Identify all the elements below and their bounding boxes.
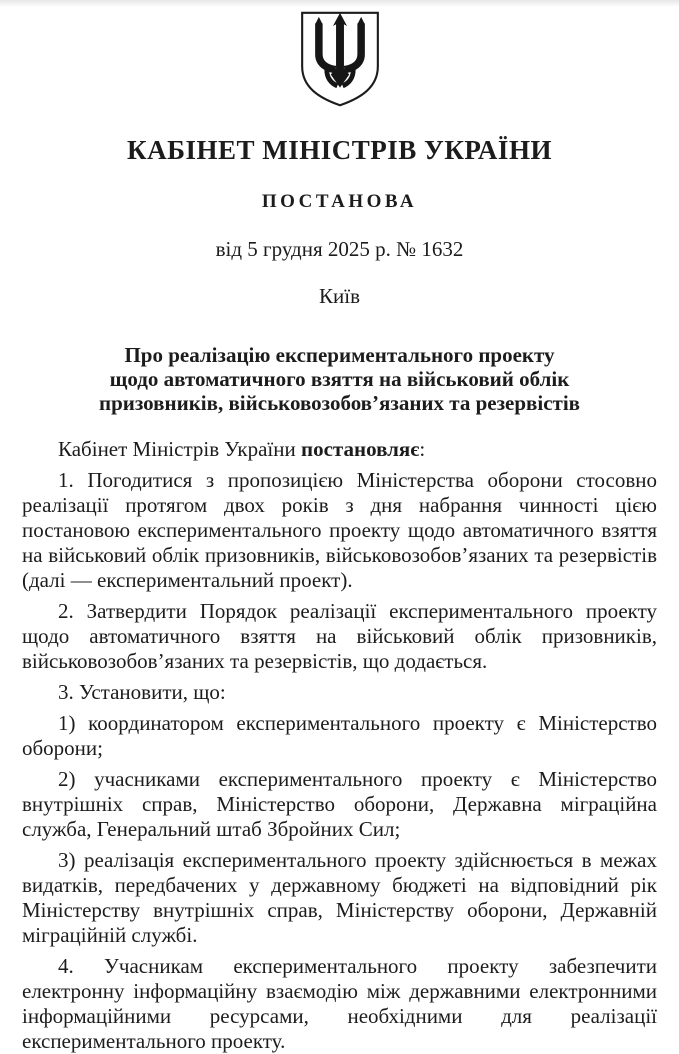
preamble [22,437,657,462]
coat-of-arms [22,10,657,109]
title-line-2: щодо автоматичного взяття на військовий облік [109,367,570,391]
resolution-text [22,437,657,1054]
preamble-verb: постановляє [301,437,420,461]
clause-4: 4. Учасникам експериментального проекту забезпечити електронну інформаційну взаємодію між державними електронними інформаційними ресурсами, необхідними для реалізації експериментального проекту. [22,954,657,1053]
clause-2: 2. Затвердити Порядок реалізації експериментального проекту щодо автоматичного взяття на військовий облік призовників, військовозобов’язаних та резервістів, що додається. [22,599,657,673]
preamble-colon: : [419,437,426,461]
document-type-heading: ПОСТАНОВА [261,191,418,212]
scan-top-shade [0,0,679,7]
clause-3: 3. Установити, що: [58,680,226,704]
preamble-text: Кабінет Міністрів України [58,437,301,461]
clause-3-subitem-3: 3) реалізація експериментального проекту здійснюється в межах видатків, передбачених у державному бюджеті на відповідний рік Міністерству внутрішніх справ, Міністерству оборони, Державній міграційній службі. [22,848,657,947]
title-line-1: Про реалізацію експериментального проекту [124,343,555,367]
clause-3-subitem-1: 1) координатором експериментального проекту є Міністерство оборони; [22,711,657,760]
title-line-3: призовників, військовозобов’язаних та резервістів [98,391,581,415]
date-number-line: від 5 грудня 2025 р. № 1632 [215,237,464,261]
clause-3-subitem-2: 2) учасниками експериментального проекту є Міністерство внутрішніх справ, Міністерство оборони, Державна міграційна служба, Генеральний штаб Збройних Сил; [22,767,657,841]
city-line: Київ [319,284,360,308]
document-title [22,343,657,415]
tryzub-icon [296,10,384,109]
clause-1: 1. Погодитися з пропозицією Міністерства оборони стосовно реалізації протягом двох років з дня набрання чинності цією постановою експериментального проекту щодо автоматичного взяття на військовий облік призовників, військовозобов’язаних та резервістів (далі — експериментальний проект). [22,468,657,592]
organization-name: КАБІНЕТ МІНІСТРІВ УКРАЇНИ [127,135,552,165]
